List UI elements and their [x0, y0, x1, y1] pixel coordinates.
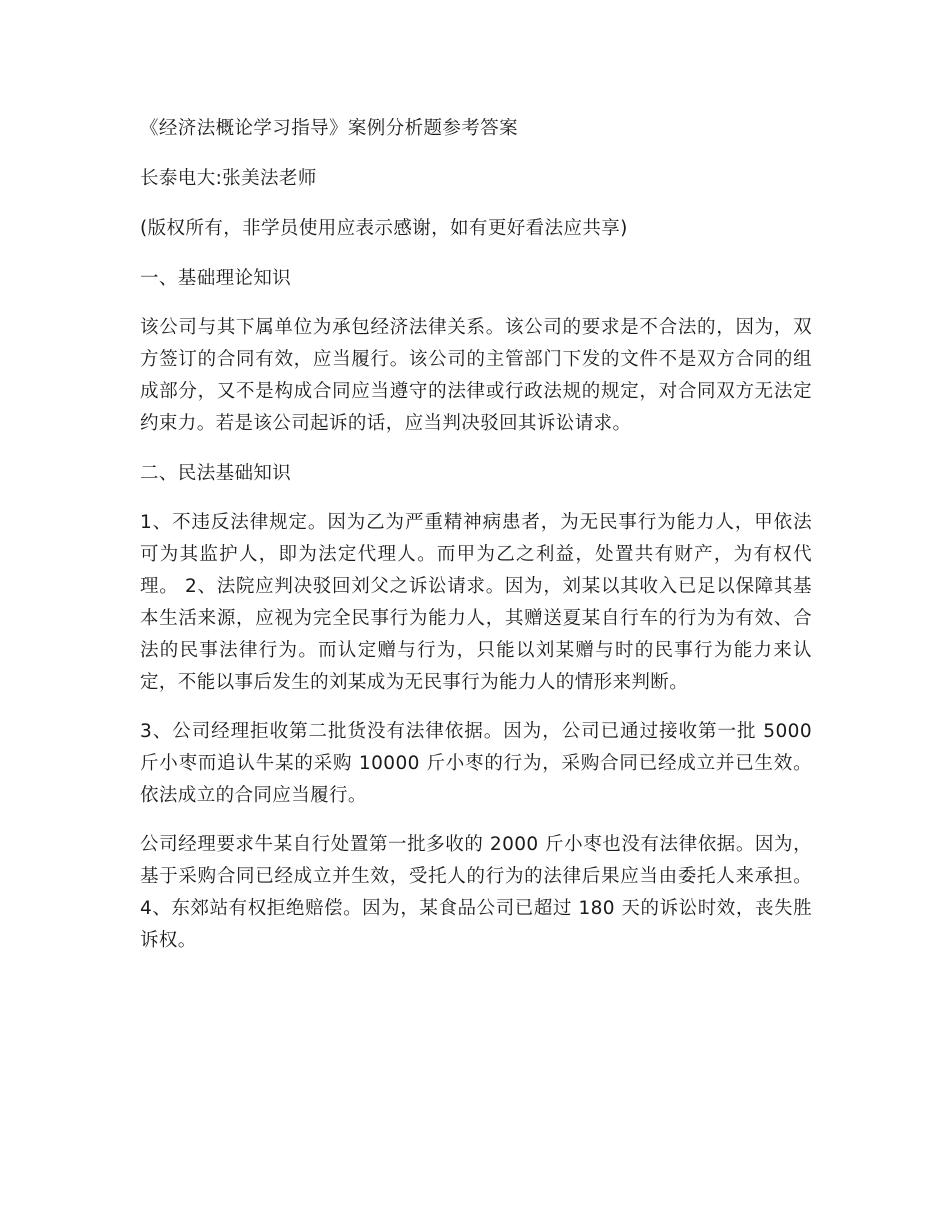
copyright-notice: (版权所有，非学员使用应表示感谢，如有更好看法应共享): [140, 218, 628, 239]
document-author: 长泰电大:张美法老师: [140, 168, 317, 189]
section-heading-civil-law: 二、民法基础知识: [140, 463, 292, 484]
document-title: 《经济法概论学习指导》案例分析题参考答案: [140, 118, 519, 139]
paragraph-civil-law-answer-3: 3、公司经理拒收第二批货没有法律依据。因为，公司已通过接收第一批 5000 斤小枣而追认牛某的采购 10000 斤小枣的行为，采购合同已经成立并已生效。依法成立的合同应当履行。: [140, 721, 812, 806]
document-page: [140, 112, 812, 957]
paragraph-civil-law-answers-1-2: 1、不违反法律规定。因为乙为严重精神病患者，为无民事行为能力人，甲依法可为其监护人，即为法定代理人。而甲为乙之利益，处置共有财产，为有权代理。 2、法院应判决驳回刘父之诉讼请求。因为，刘某以其收入已足以保障其基本生活来源，应视为完全民事行为能力人，其赠送夏某自行车的行为为有效、合法的民事法律行为。而认定赠与行为，只能以刘某赠与时的民事行为能力来认定，不能以事后发生的刘某成为无民事行为能力人的情形来判断。: [140, 512, 812, 693]
paragraph-civil-law-answers-3-4: 公司经理要求牛某自行处置第一批多收的 2000 斤小枣也没有法律依据。因为，基于采购合同已经成立并生效，受托人的行为的法律后果应当由委托人来承担。 4、东郊站有权拒绝赔偿。因为，某食品公司已超过 180 天的诉讼时效，丧失胜诉权。: [140, 834, 812, 951]
paragraph-basic-theory-answer: 该公司与其下属单位为承包经济法律关系。该公司的要求是不合法的，因为，双方签订的合同有效，应当履行。该公司的主管部门下发的文件不是双方合同的组成部分，又不是构成合同应当遵守的法律或行政法规的规定，对合同双方无法定约束力。若是该公司起诉的话，应当判决驳回其诉讼请求。: [140, 317, 812, 434]
section-heading-basic-theory: 一、基础理论知识: [140, 268, 292, 289]
